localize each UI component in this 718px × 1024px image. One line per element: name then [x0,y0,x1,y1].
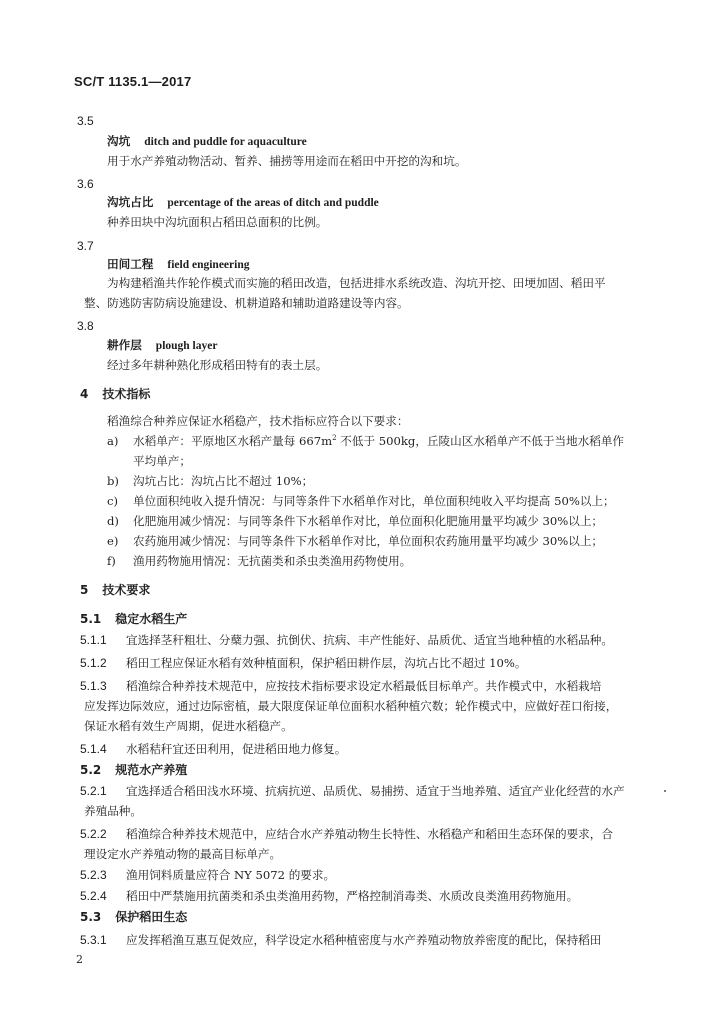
scan-speck [664,790,666,792]
term-definition: 种养田块中沟坑面积占稻田总面积的比例。 [107,215,328,229]
term-definition-line: 为构建稻渔共作轮作模式而实施的稻田改造，包括进排水系统改造、沟坑开挖、田埂加固、稻田平 [107,276,606,290]
clause-text-line: 稻渔综合种养技术规范中，应结合水产养殖动物生长特性、水稻稳产和稻田生态环保的要求，合 [126,827,613,841]
clause-number: 5.1.4 [80,742,107,756]
clause-number: 5.1.1 [80,633,107,647]
clause-number: 5.1.2 [80,656,107,670]
list-item: 水稻单产：平原地区水稻产量每 $667m^2$ 不低于 500kg，丘陵山区水稻单产不低于当地水稻单作 [133,434,625,448]
list-item-label: a) [107,434,119,448]
clause-number: 5.2.2 [80,827,107,841]
term-number: 3.6 [77,177,94,191]
clause-text-line: 保证水稻有效生产周期，促进水稻稳产。 [84,719,293,733]
clause-number: 5.2.4 [80,889,107,903]
term-number: 3.8 [77,319,94,333]
term-en: percentage of the areas of ditch and puddle [167,197,379,209]
clause-text-line: 稻渔综合种养技术规范中，应按技术指标要求设定水稻最低目标单产。共作模式中，水稻栽培 [126,679,602,693]
page-number: 2 [76,953,83,966]
list-item-label: c) [107,494,119,508]
clause-text: 应发挥稻渔互惠互促效应，科学设定水稻种植密度与水产养殖动物放养密度的配比，保持稻田 [126,933,602,947]
list-item-label: f) [107,554,116,568]
clause-number: 5.2.1 [80,784,107,798]
term-heading [107,134,307,149]
term-heading [107,338,217,353]
term-heading [107,195,379,210]
term-heading [107,257,249,272]
clause-text-line: 应发挥边际效应，通过边际密植，最大限度保证单位面积水稻种植穴数；轮作模式中，应做好茬口衔接， [84,699,618,713]
clause-text-line: 宜选择适合稻田浅水环境、抗病抗逆、品质优、易捕捞、适宜于当地养殖、适宜产业化经营的水产 [126,784,625,798]
term-definition-line: 整、防逃防害防病设施建设、机耕道路和辅助道路建设等内容。 [84,296,409,310]
clause-text-line: 养殖品种。 [84,804,142,818]
term-en: plough layer [155,340,218,352]
clause-text: 渔用饲料质量应符合 NY 5072 的要求。 [126,868,336,882]
subsection-heading: 5.2 规范水产养殖 [80,763,188,777]
clause-text-line: 理设定水产养殖动物的最高目标单产。 [84,847,282,861]
list-item-label: e) [107,534,119,548]
list-item-label: d) [107,514,119,528]
clause-number: 5.3.1 [80,933,107,947]
term-en: ditch and puddle for aquaculture [144,136,307,148]
clause-text: 稻田中严禁施用抗菌类和杀虫类渔用药物，严格控制消毒类、水质改良类渔用药物施用。 [126,889,579,903]
list-item: 单位面积纯收入提升情况：与同等条件下水稻单作对比，单位面积纯收入平均提高 50%以上； [133,494,615,508]
term-zh: 沟坑 [107,134,131,148]
term-number: 3.7 [77,239,94,253]
subsection-heading: 5.1 稳定水稻生产 [80,612,188,626]
term-en: field engineering [167,259,250,271]
term-zh: 沟坑占比 [107,195,154,209]
clause-number: 5.1.3 [80,679,107,693]
list-item: 农药施用减少情况：与同等条件下水稻单作对比，单位面积农药施用量平均减少 30%以上； [133,534,604,548]
list-item-continuation: 平均单产； [133,454,191,468]
term-zh: 田间工程 [107,257,154,271]
section-intro: 稻渔综合种养应保证水稻稳产，技术指标应符合以下要求： [107,414,409,428]
term-definition: 经过多年耕种熟化形成稻田特有的表土层。 [107,358,328,372]
term-zh: 耕作层 [107,338,142,352]
subsection-heading: 5.3 保护稻田生态 [80,910,188,924]
standard-code-header: SC/T 1135.1—2017 [74,74,192,89]
list-item: 渔用药物施用情况：无抗菌类和杀虫类渔用药物使用。 [133,554,412,568]
clause-number: 5.2.3 [80,868,107,882]
clause-text: 宜选择茎秆粗壮、分蘖力强、抗倒伏、抗病、丰产性能好、品质优、适宜当地种植的水稻品种。 [126,633,613,647]
term-definition: 用于水产养殖动物活动、暂养、捕捞等用途而在稻田中开挖的沟和坑。 [107,154,467,168]
list-item-label: b) [107,474,119,488]
section-heading: 4 技术指标 [80,387,151,401]
list-item: 沟坑占比：沟坑占比不超过 10%； [133,474,314,488]
clause-text: 水稻秸秆宜还田利用，促进稻田地力修复。 [126,742,347,756]
section-heading: 5 技术要求 [80,583,151,597]
term-number: 3.5 [77,114,94,128]
list-item: 化肥施用减少情况：与同等条件下水稻单作对比，单位面积化肥施用量平均减少 30%以上； [133,514,604,528]
clause-text: 稻田工程应保证水稻有效种植面积，保护稻田耕作层，沟坑占比不超过 10%。 [126,656,527,670]
